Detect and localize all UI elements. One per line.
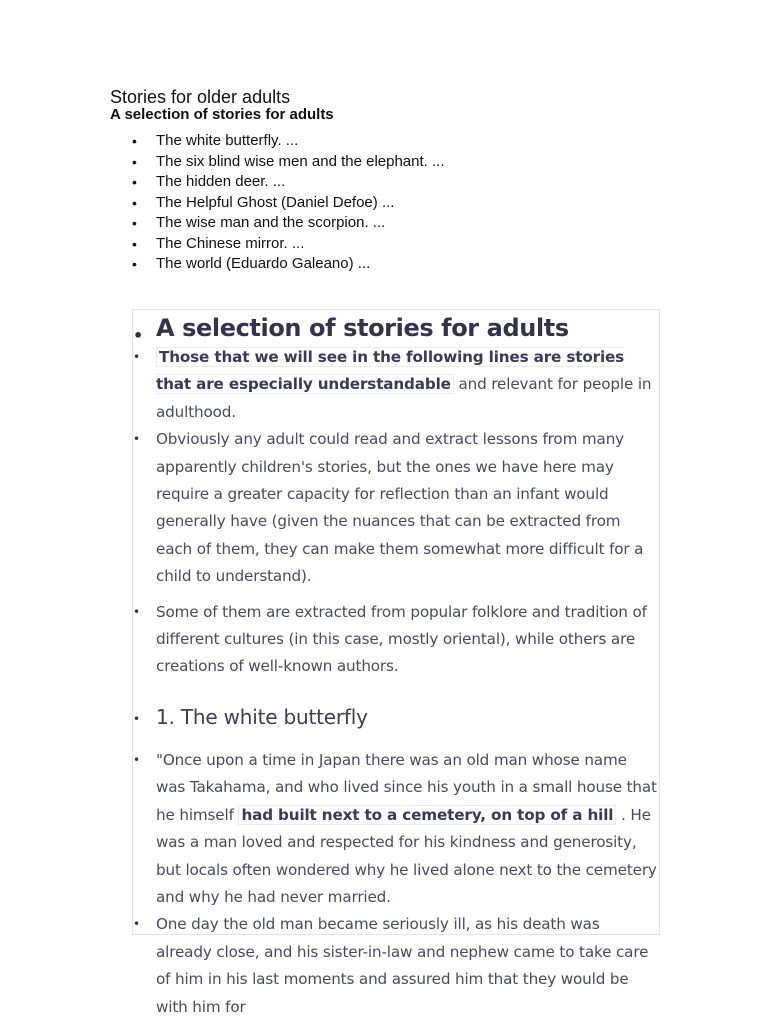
list-item: • The world (Eduardo Galeano) ... (110, 254, 445, 275)
article-panel (132, 309, 660, 1016)
intro-highlight: Those that we will see in the following lines are stories that are especially understandable (156, 348, 625, 394)
list-item: • The white butterfly. ... (110, 131, 445, 152)
story-paragraph (133, 747, 659, 911)
page-subtitle: A selection of stories for adults (110, 106, 334, 123)
intro-rest: and relevant for people in adulthood. (156, 375, 652, 421)
story-paragraph: • One day the old man became seriously ill, as his death was already close, and his sister-in-law and nephew came to take care of him in his last moments and assured him that they would be with him for (133, 911, 659, 1021)
section-title: • 1. The white butterfly (133, 703, 659, 731)
list-item: • The hidden deer. ... (110, 172, 445, 193)
page-title: Stories for older adults (110, 87, 291, 107)
story-text: "Once upon a time in Japan there was an old man whose name was Takahama, and who lived since his youth in a small house that he himself (156, 750, 657, 824)
list-item: • The Chinese mirror. ... (110, 234, 445, 255)
paragraph: • Obviously any adult could read and extract lessons from many apparently children's stories, but the ones we have here may require a greater capacity for reflection than an infant would generally have (given the nuances that can be extracted from each of them, they can make them somewhat more difficult for a child to understand). (133, 426, 659, 590)
story-list (110, 131, 445, 275)
article-heading: • A selection of stories for adults (133, 312, 659, 344)
paragraph: • Some of them are extracted from popular folklore and tradition of different cultures (in this case, mostly oriental), while others are creations of well-known authors. (133, 599, 659, 681)
story-text: . He was a man loved and respected for his kindness and generosity, but locals often wondered why he lived alone next to the cemetery and why he had never married. (156, 805, 657, 906)
list-item: • The six blind wise men and the elephant. ... (110, 152, 445, 173)
list-item: • The Helpful Ghost (Daniel Defoe) ... (110, 193, 445, 214)
list-item: • The wise man and the scorpion. ... (110, 213, 445, 234)
article-list (133, 312, 659, 1021)
intro-paragraph (133, 344, 659, 426)
story-highlight: had built next to a cemetery, on top of a hill (238, 805, 616, 825)
